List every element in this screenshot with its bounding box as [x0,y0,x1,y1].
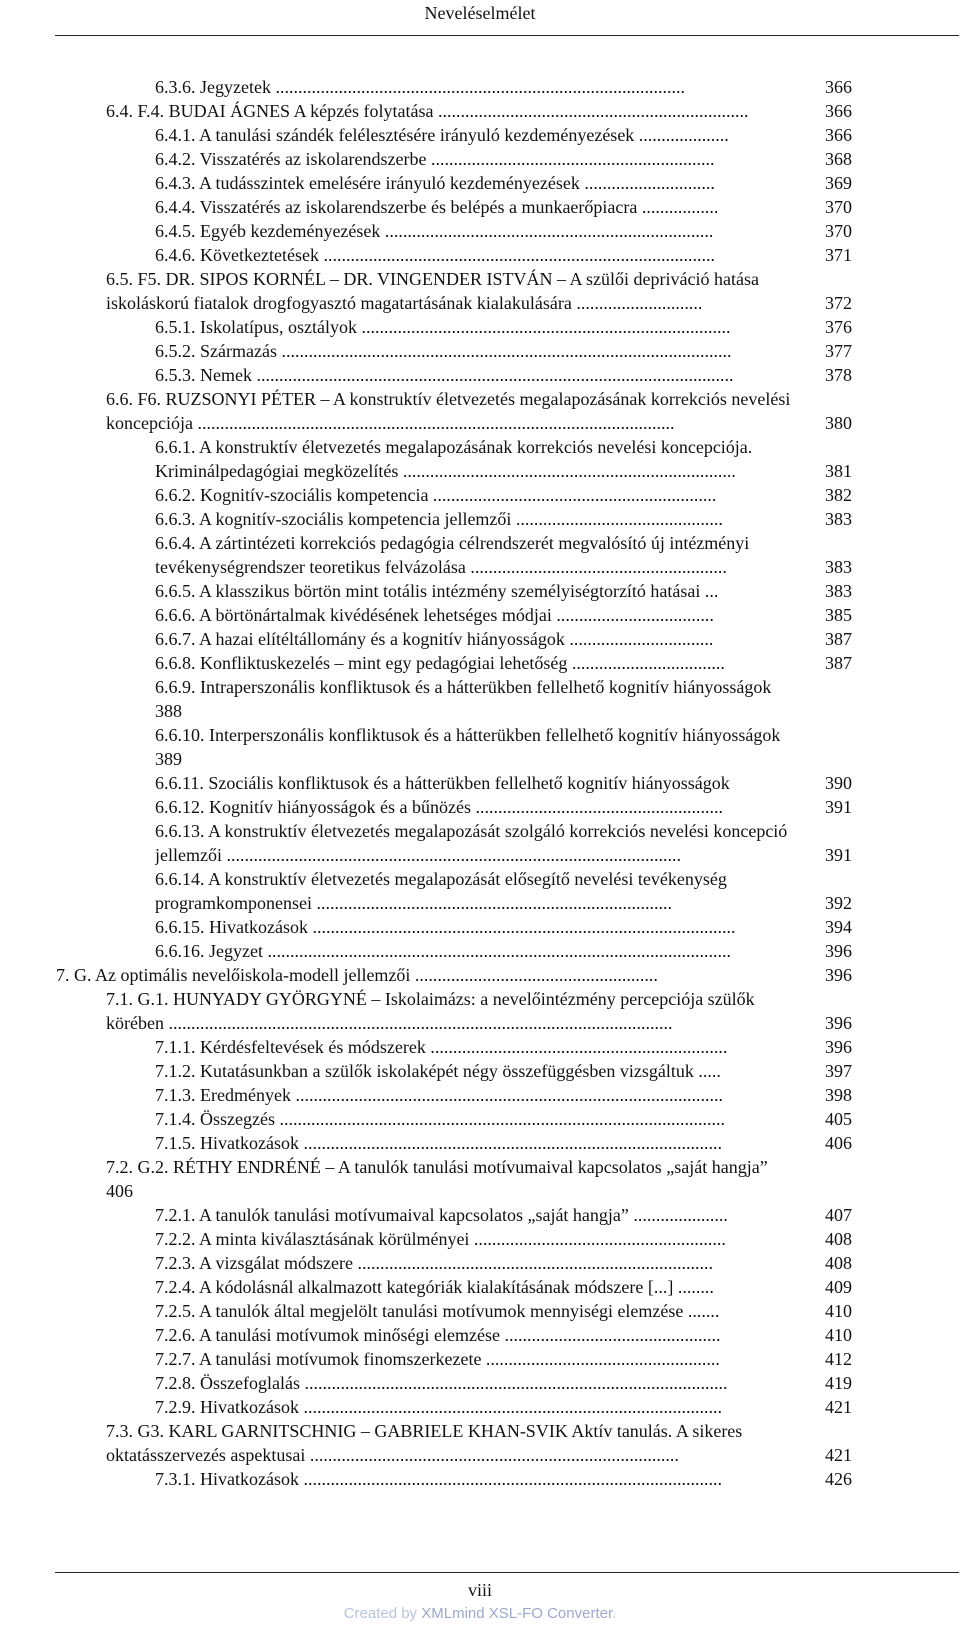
toc-entry[interactable] [0,1395,960,1419]
toc-entry[interactable] [0,1011,960,1035]
toc-entry-title: 6.6.1. A konstruktív életvezetés megalapozásának korrekciós nevelési koncepciója. [155,437,753,457]
toc-entry-page: 366 [825,125,852,145]
toc-entry-title: 6.3.6. Jegyzetek ........................................................................................... [155,77,685,97]
toc-entry-title: 7.2.6. A tanulási motívumok minőségi elemzése ................................................ [155,1325,721,1345]
toc-entry-title: 6.6.2. Kognitív-szociális kompetencia ............................................................... [155,485,717,505]
toc-entry[interactable] [0,1323,960,1347]
toc-entry[interactable] [0,555,960,579]
toc-entry[interactable] [0,315,960,339]
toc-entry-page: 396 [825,941,852,961]
toc-entry-title: 6.6.4. A zártintézeti korrekciós pedagógia célrendszerét megvalósító új intézményi [155,533,750,553]
toc-entry-title: 6.6.16. Jegyzet ....................................................................................................... [155,941,731,961]
toc-entry-title: 389 [155,749,182,769]
toc-entry-title: koncepciója .......................................................................................................... [106,413,675,433]
toc-entry[interactable] [0,1251,960,1275]
toc-entry-title: 7.2.9. Hivatkozások ............................................................................................. [155,1397,722,1417]
toc-entry-title: 6.4.6. Következtetések ....................................................................................... [155,245,715,265]
toc-entry[interactable] [0,1299,960,1323]
toc-entry-page: 382 [825,485,852,505]
toc-entry-page: 421 [825,1445,852,1465]
toc-entry-title: 6.6.15. Hivatkozások .............................................................................................. [155,917,736,937]
toc-entry[interactable] [0,1179,960,1203]
toc-entry-line[interactable] [0,1419,960,1443]
running-header: Neveléselmélet [424,3,536,23]
toc-entry-title: 6.6.14. A konstruktív életvezetés megalapozását elősegítő nevelési tevékenység [155,869,727,889]
toc-entry-page: 412 [825,1349,852,1369]
toc-entry-title: Kriminálpedagógiai megközelítés .......................................................................... [155,461,736,481]
toc-entry[interactable] [0,939,960,963]
toc-entry-title: 7.2.1. A tanulók tanulási motívumaival kapcsolatos „saját hangja” ..................... [155,1205,728,1225]
toc-entry-page: 383 [825,557,852,577]
toc-entry[interactable] [0,1467,960,1491]
toc-entry-line[interactable] [0,435,960,459]
toc-entry-title: 6.4.3. A tudásszintek emelésére irányuló kezdeményezések ............................. [155,173,715,193]
toc-entry-page: 380 [825,413,852,433]
header-rule [55,35,959,36]
toc-entry-title: 7.2.5. A tanulók által megjelölt tanulási motívumok mennyiségi elemzése ....... [155,1301,720,1321]
toc-entry[interactable] [0,1107,960,1131]
toc-entry-line[interactable] [0,987,960,1011]
toc-entry-title: 6.6. F6. RUZSONYI PÉTER – A konstruktív életvezetés megalapozásának korrekciós nevelési [106,389,791,409]
toc-entry-title: 7.1. G.1. HUNYADY GYÖRGYNÉ – Iskolaimázs: a nevelőintézmény percepciója szülők [106,989,755,1009]
toc-entry[interactable] [0,579,960,603]
toc-entry-title: 388 [155,701,182,721]
toc-entry-title: 6.5.2. Származás .................................................................................................... [155,341,732,361]
toc-entry-title: 6.6.11. Szociális konfliktusok és a hátterükben fellelhető kognitív hiányosságok [155,773,730,793]
toc-entry-page: 383 [825,509,852,529]
toc-entry[interactable] [0,795,960,819]
toc-entry[interactable] [0,1227,960,1251]
toc-entry-page: 396 [825,1013,852,1033]
toc-entry-page: 410 [825,1301,852,1321]
table-of-contents [0,75,960,1491]
toc-entry-title: 7.1.5. Hivatkozások ............................................................................................. [155,1133,722,1153]
toc-entry-page: 419 [825,1373,852,1393]
toc-entry[interactable] [0,363,960,387]
toc-entry-title: 406 [106,1181,133,1201]
toc-entry-page: 371 [825,245,852,265]
toc-entry-page: 397 [825,1061,852,1081]
toc-entry-line[interactable] [0,723,960,747]
toc-entry-title: 7.1.4. Összegzés ................................................................................................... [155,1109,725,1129]
toc-entry-page: 398 [825,1085,852,1105]
toc-entry-page: 405 [825,1109,852,1129]
generator-prefix: Created by [343,1605,422,1622]
toc-entry-line[interactable] [0,387,960,411]
toc-entry-line[interactable] [0,675,960,699]
generator-brand: XMLmind XSL-FO Converter [421,1605,613,1622]
toc-entry-page: 426 [825,1469,852,1489]
page-number: viii [467,1580,492,1600]
toc-entry-title: 7.2. G.2. RÉTHY ENDRÉNÉ – A tanulók tanulási motívumaival kapcsolatos „saját hangja” [106,1157,768,1177]
toc-entry-title: körében ................................................................................................................ [106,1013,673,1033]
toc-entry-page: 387 [825,629,852,649]
toc-entry-page: 366 [825,101,852,121]
toc-entry-page: 391 [825,845,852,865]
toc-entry[interactable] [0,651,960,675]
footer-rule [55,1572,959,1573]
toc-entry-title: 6.6.6. A börtönártalmak kivédésének lehetséges módjai ................................... [155,605,714,625]
toc-entry[interactable] [0,243,960,267]
toc-entry[interactable] [0,963,960,987]
toc-entry[interactable] [0,123,960,147]
toc-entry[interactable] [0,171,960,195]
toc-entry-page: 368 [825,149,852,169]
toc-entry[interactable] [0,339,960,363]
toc-entry-title: 7.2.2. A minta kiválasztásának körülményei ........................................................ [155,1229,726,1249]
toc-entry[interactable] [0,843,960,867]
toc-entry-line[interactable] [0,531,960,555]
generator-credit [0,1605,960,1623]
toc-entry-title: 6.5.3. Nemek .......................................................................................................... [155,365,734,385]
toc-entry-title: 7.2.8. Összefoglalás .............................................................................................. [155,1373,728,1393]
toc-entry-title: 7.2.7. A tanulási motívumok finomszerkezete .................................................... [155,1349,720,1369]
toc-entry-page: 385 [825,605,852,625]
toc-entry-page: 390 [825,773,852,793]
toc-entry-page: 369 [825,173,852,193]
toc-entry-title: 7.3. G3. KARL GARNITSCHNIG – GABRIELE KHAN-SVIK Aktív tanulás. A sikeres [106,1421,743,1441]
toc-entry-title: 6.4.4. Visszatérés az iskolarendszerbe és belépés a munkaerőpiacra ................. [155,197,719,217]
toc-entry[interactable] [0,195,960,219]
toc-entry-page: 370 [825,221,852,241]
toc-entry-page: 408 [825,1253,852,1273]
toc-entry[interactable] [0,219,960,243]
toc-entry[interactable] [0,1083,960,1107]
toc-entry-page: 410 [825,1325,852,1345]
toc-entry-title: 6.6.8. Konfliktuskezelés – mint egy pedagógiai lehetőség .................................. [155,653,725,673]
toc-entry[interactable] [0,1275,960,1299]
toc-entry-page: 394 [825,917,852,937]
toc-entry-title: programkomponensei ............................................................................... [155,893,672,913]
toc-entry-title: 6.6.7. A hazai elítéltállomány és a kognitív hiányosságok ................................ [155,629,714,649]
toc-entry[interactable] [0,915,960,939]
toc-entry-page: 407 [825,1205,852,1225]
toc-entry-title: 7.2.3. A vizsgálat módszere ............................................................................... [155,1253,713,1273]
toc-entry-page: 391 [825,797,852,817]
toc-entry[interactable] [0,1131,960,1155]
toc-entry-title: 6.4.2. Visszatérés az iskolarendszerbe ............................................................... [155,149,715,169]
toc-entry-title: 6.5. F5. DR. SIPOS KORNÉL – DR. VINGENDER ISTVÁN – A szülői depriváció hatása [106,269,759,289]
toc-entry-page: 409 [825,1277,852,1297]
toc-entry-page: 378 [825,365,852,385]
toc-entry-page: 392 [825,893,852,913]
toc-entry-title: 6.6.12. Kognitív hiányosságok és a bűnözés ....................................................... [155,797,723,817]
toc-entry-page: 370 [825,197,852,217]
toc-entry[interactable] [0,747,960,771]
toc-entry-page: 366 [825,77,852,97]
toc-entry[interactable] [0,99,960,123]
toc-entry[interactable] [0,459,960,483]
toc-entry-page: 408 [825,1229,852,1249]
generator-suffix: . [612,1605,617,1622]
toc-entry[interactable] [0,291,960,315]
toc-entry-title: jellemzői ..................................................................................................... [155,845,681,865]
toc-entry[interactable] [0,603,960,627]
toc-entry[interactable] [0,483,960,507]
toc-entry-page: 396 [825,965,852,985]
toc-entry[interactable] [0,699,960,723]
toc-entry-page: 383 [825,581,852,601]
toc-entry[interactable] [0,891,960,915]
toc-entry-title: 7.2.4. A kódolásnál alkalmazott kategóriák kialakításának módszere [...] ........ [155,1277,714,1297]
toc-entry[interactable] [0,1347,960,1371]
toc-entry[interactable] [0,147,960,171]
toc-entry-page: 421 [825,1397,852,1417]
toc-entry-title: 7.3.1. Hivatkozások ............................................................................................. [155,1469,722,1489]
toc-entry[interactable] [0,1035,960,1059]
toc-entry-title: 6.6.3. A kognitív-szociális kompetencia jellemzői .............................................. [155,509,723,529]
toc-entry-title: 6.6.13. A konstruktív életvezetés megalapozását szolgáló korrekciós nevelési koncepció [155,821,788,841]
toc-entry[interactable] [0,1371,960,1395]
toc-entry-title: 6.6.5. A klasszikus börtön mint totális intézmény személyiségtorzító hatásai ... [155,581,719,601]
toc-entry[interactable] [0,411,960,435]
toc-entry-title: 7.1.1. Kérdésfeltevések és módszerek .................................................................. [155,1037,728,1057]
toc-entry-title: tevékenységrendszer teoretikus felvázolása ......................................................... [155,557,727,577]
toc-entry-line[interactable] [0,867,960,891]
toc-entry-page: 377 [825,341,852,361]
toc-entry-page: 376 [825,317,852,337]
toc-entry-line[interactable] [0,267,960,291]
toc-entry[interactable] [0,75,960,99]
toc-entry[interactable] [0,627,960,651]
toc-entry-page: 381 [825,461,852,481]
toc-entry-title: iskoláskorú fiatalok drogfogyasztó magatartásának kialakulására ............................ [106,293,703,313]
toc-entry-title: 6.4.5. Egyéb kezdeményezések ......................................................................... [155,221,714,241]
toc-entry-page: 406 [825,1133,852,1153]
toc-entry[interactable] [0,771,960,795]
toc-entry-title: 6.4. F.4. BUDAI ÁGNES A képzés folytatása ..................................................................... [106,101,749,121]
toc-entry-title: 6.5.1. Iskolatípus, osztályok .................................................................................. [155,317,731,337]
toc-entry[interactable] [0,1203,960,1227]
toc-entry-title: 7.1.3. Eredmények ............................................................................................... [155,1085,723,1105]
toc-entry-title: 7.1.2. Kutatásunkban a szülők iskolaképét négy összefüggésben vizsgáltuk ..... [155,1061,721,1081]
toc-entry-title: oktatásszervezés aspektusai .................................................................................. [106,1445,679,1465]
toc-entry-line[interactable] [0,819,960,843]
toc-entry-title: 6.4.1. A tanulási szándék felélesztésére irányuló kezdeményezések .................... [155,125,729,145]
toc-entry[interactable] [0,1059,960,1083]
toc-entry-page: 387 [825,653,852,673]
toc-entry-title: 6.6.9. Intraperszonális konfliktusok és a hátterükben fellelhető kognitív hiányosságok [155,677,772,697]
toc-entry-page: 396 [825,1037,852,1057]
toc-entry-line[interactable] [0,1155,960,1179]
toc-entry[interactable] [0,507,960,531]
toc-entry-title: 7. G. Az optimális nevelőiskola-modell jellemzői ...................................................... [56,965,658,985]
toc-entry[interactable] [0,1443,960,1467]
toc-entry-page: 372 [825,293,852,313]
toc-entry-title: 6.6.10. Interperszonális konfliktusok és a hátterükben fellelhető kognitív hiányosságok [155,725,781,745]
